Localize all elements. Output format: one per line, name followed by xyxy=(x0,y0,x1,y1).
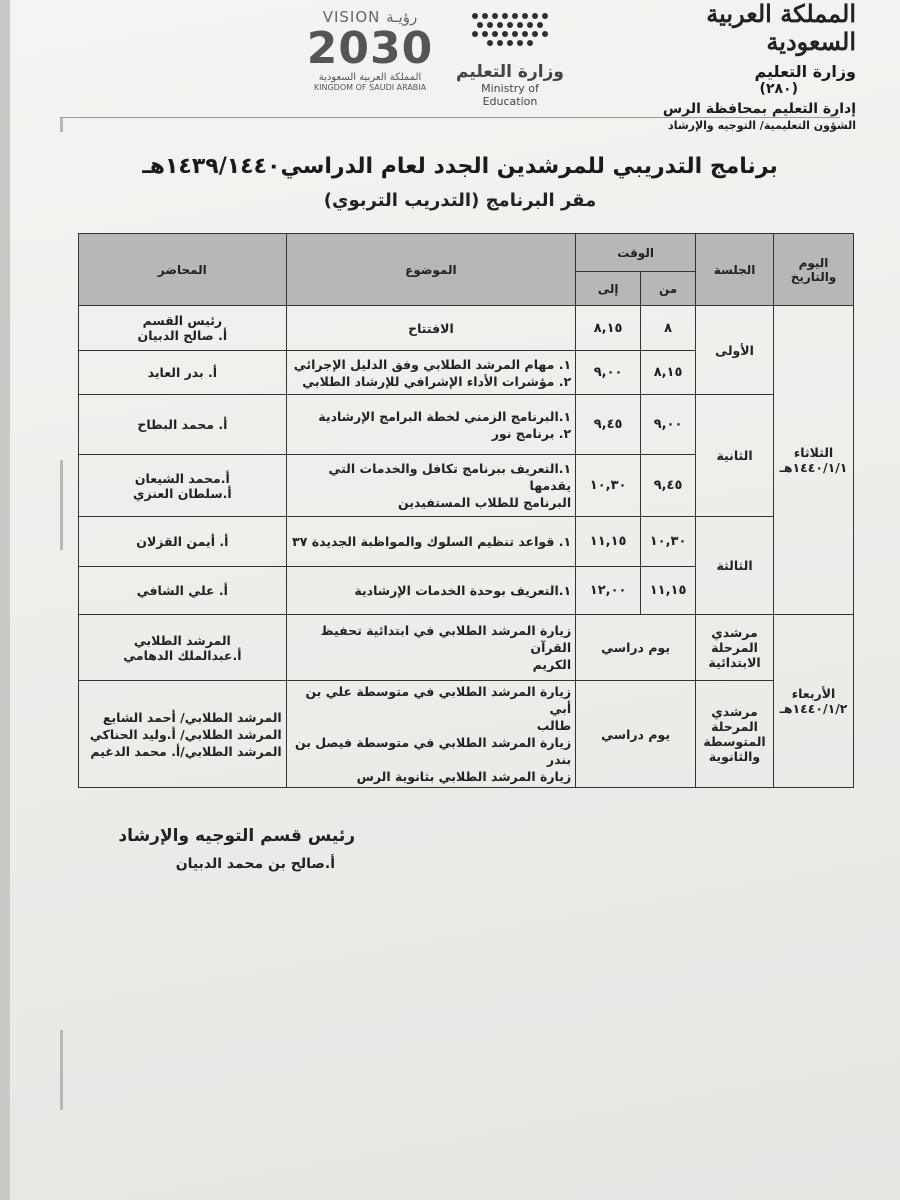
time-from: ٩,٤٥ xyxy=(641,455,696,517)
punch-hole-mark xyxy=(60,460,63,550)
topic-line: زيارة المرشد الطلابي في ابتدائية تحفيظ القرآن xyxy=(320,623,572,655)
topic-cell xyxy=(286,455,575,517)
day-name: الأربعاء xyxy=(791,686,836,701)
signature-name: أ.صالح بن محمد الدبيان xyxy=(175,856,335,872)
topic-line: ٢. برنامج نور xyxy=(491,425,572,441)
vision-year: 2030 xyxy=(306,23,434,74)
time-to: ١٢,٠٠ xyxy=(576,567,641,615)
admin-code: (٢٨٠) xyxy=(759,81,798,97)
punch-hole-mark xyxy=(60,1030,63,1110)
department-name: الشؤون التعليمية/ التوجيه والإرشاد xyxy=(668,119,856,132)
topic-cell xyxy=(286,395,575,455)
table-header-row xyxy=(79,234,854,272)
time-cell: يوم دراسي xyxy=(576,615,696,681)
time-from: ٨ xyxy=(641,306,696,351)
lecturer-line: المرشد الطلابي/ أحمد الشايع xyxy=(102,709,282,725)
topic-cell: ١. قواعد تنظيم السلوك والمواظبة الجديدة ٣٧ xyxy=(286,517,575,567)
vision-arabic-name: المملكة العربية السعودية xyxy=(318,72,422,83)
topic-cell xyxy=(286,351,575,395)
time-to: ١٠,٣٠ xyxy=(576,455,641,517)
topic-line: البرنامج للطلاب المستفيدين xyxy=(397,495,572,510)
header-time: الوقت xyxy=(576,234,696,272)
lecturer-line: رئيس القسم xyxy=(142,313,223,328)
session-cell: مرشدي المرحلة المتوسطة والثانوية xyxy=(696,681,774,788)
time-to: ٩,٠٠ xyxy=(576,351,641,395)
lecturer-line: أ.سلطان العنزي xyxy=(132,485,232,501)
day-cell xyxy=(774,306,854,615)
topic-line: طالب xyxy=(536,718,572,733)
vision-2030-logo xyxy=(300,8,440,92)
time-to: ٩,٤٥ xyxy=(576,395,641,455)
header-topic: الموضوع xyxy=(286,234,575,306)
header-divider xyxy=(60,117,840,118)
topic-line: الكريم xyxy=(532,657,572,672)
topic-line: ١. مهام المرشد الطلابي وفق الدليل الإجرائي xyxy=(293,356,572,372)
table-row xyxy=(79,681,854,788)
lecturer-line: المرشد الطلابي xyxy=(133,632,231,648)
header-day: اليوم والتاريخ xyxy=(774,234,854,306)
lecturer-cell: أ. محمد البطاح xyxy=(79,395,287,455)
lecturer-cell xyxy=(79,306,287,351)
lecturer-cell: أ. علي الشافي xyxy=(79,567,287,615)
topic-line: زيارة المرشد الطلابي في متوسطة فيصل بن بندر xyxy=(294,735,572,767)
kingdom-name: المملكة العربية السعودية xyxy=(706,0,856,56)
lecturer-cell: أ. أيمن القزلان xyxy=(79,517,287,567)
time-from: ١١,١٥ xyxy=(641,567,696,615)
table-row xyxy=(79,306,854,351)
table-row xyxy=(79,517,854,567)
session-cell: الثانية xyxy=(696,395,774,517)
ministry-dots-icon xyxy=(465,10,555,52)
header-to: إلى xyxy=(576,272,641,306)
topic-cell xyxy=(286,681,575,788)
topic-line: زيارة المرشد الطلابي بثانوية الرس xyxy=(356,769,572,784)
day-date: ١٤٤٠/١/٢هـ xyxy=(779,701,848,716)
time-from: ١٠,٣٠ xyxy=(641,517,696,567)
session-cell: الثالثة xyxy=(696,517,774,615)
table-row xyxy=(79,615,854,681)
lecturer-cell xyxy=(79,615,287,681)
day-date: ١٤٤٠/١/١هـ xyxy=(779,460,848,475)
time-from: ٩,٠٠ xyxy=(641,395,696,455)
page-subtitle: مقر البرنامج (التدريب التربوي) xyxy=(323,190,597,211)
topic-line: زيارة المرشد الطلابي في متوسطة علي بن أبي xyxy=(305,684,572,716)
header-session: الجلسة xyxy=(696,234,774,306)
time-to: ٨,١٥ xyxy=(576,306,641,351)
lecturer-line: أ.عبدالملك الدهامي xyxy=(123,647,242,663)
punch-hole-mark xyxy=(60,118,63,132)
header-from: من xyxy=(641,272,696,306)
signature-title: رئيس قسم التوجيه والإرشاد xyxy=(118,826,355,846)
education-admin: إدارة التعليم بمحافظة الرس xyxy=(662,101,856,117)
day-cell xyxy=(774,615,854,788)
lecturer-line: المرشد الطلابي/أ. محمد الدغيم xyxy=(90,743,282,759)
time-cell: يوم دراسي xyxy=(576,681,696,788)
letterhead xyxy=(636,0,856,132)
page-title: برنامج التدريبي للمرشدين الجدد لعام الدراسي١٤٣٩/١٤٤٠هـ xyxy=(142,154,778,179)
lecturer-cell xyxy=(79,455,287,517)
ministry-english-name: Ministry of Education xyxy=(481,82,539,108)
topic-line: ١.البرنامج الزمني لخطة البرامج الإرشادية xyxy=(318,408,572,424)
time-from: ٨,١٥ xyxy=(641,351,696,395)
lecturer-line: أ. صالح الدبيان xyxy=(137,328,228,343)
lecturer-cell: أ. بدر العايد xyxy=(79,351,287,395)
lecturer-cell xyxy=(79,681,287,788)
topic-cell xyxy=(286,615,575,681)
day-name: الثلاثاء xyxy=(793,445,834,460)
table-row xyxy=(79,395,854,455)
signature-block xyxy=(55,826,355,882)
vision-label: VISION رؤيـة xyxy=(322,8,418,26)
topic-line: ١.التعريف ببرنامج تكافل والخدمات التي يقدمها xyxy=(328,461,572,493)
session-cell: الأولى xyxy=(696,306,774,395)
topic-cell: الافتتاح xyxy=(286,306,575,351)
document-page xyxy=(10,0,900,1200)
vision-english-name: KINGDOM OF SAUDI ARABIA xyxy=(313,83,427,92)
topic-line: ٢. مؤشرات الأداء الإشرافي للإرشاد الطلابي xyxy=(302,373,572,389)
lecturer-line: المرشد الطلابي/ أ.وليد الحناكي xyxy=(89,726,282,742)
header-lecturer: المحاضر xyxy=(79,234,287,306)
ministry-name: وزارة التعليم xyxy=(754,62,856,81)
ministry-arabic-name: وزارة التعليم xyxy=(456,62,564,82)
topic-cell: ١.التعريف بوحدة الخدمات الإرشادية xyxy=(286,567,575,615)
session-cell: مرشدي المرحلة الابتدائية xyxy=(696,615,774,681)
ministry-logo xyxy=(455,10,565,108)
schedule-table xyxy=(78,233,854,788)
time-to: ١١,١٥ xyxy=(576,517,641,567)
lecturer-line: أ.محمد الشيعان xyxy=(134,470,230,486)
